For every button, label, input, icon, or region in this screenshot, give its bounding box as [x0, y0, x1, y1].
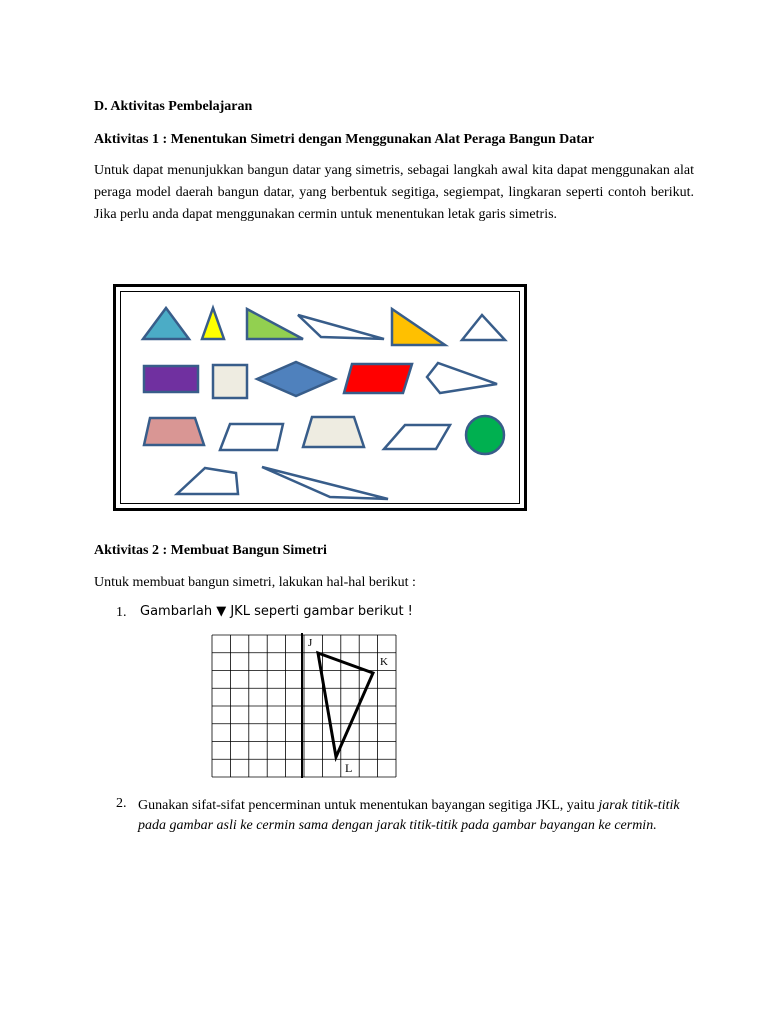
- step2-number: 2.: [116, 796, 127, 811]
- activity1-title: Aktivitas 1 : Menentukan Simetri dengan Menggunakan Alat Peraga Bangun Datar: [94, 132, 595, 147]
- label-j: J: [308, 637, 313, 649]
- quadrilateral-shape: [177, 468, 238, 494]
- grid-figure: [210, 633, 400, 784]
- circle-shape: [466, 416, 504, 454]
- parallelogram-shape: [344, 364, 412, 393]
- isosceles-triangle-shape: [143, 308, 189, 339]
- isosceles-trapezoid-shape: [144, 418, 204, 445]
- rectangle-shape: [144, 366, 198, 392]
- parallelogram-shape: [384, 425, 450, 449]
- label-k: K: [380, 656, 388, 668]
- grid-canvas: [210, 633, 400, 779]
- step2-text: [138, 796, 698, 836]
- section-heading: D. Aktivitas Pembelajaran: [94, 99, 253, 114]
- shapes-canvas: [116, 287, 524, 508]
- step1-text: Gambarlah ▼ JKL seperti gambar berikut !: [140, 604, 413, 619]
- trapezoid-shape: [220, 424, 283, 450]
- step1-number: 1.: [116, 605, 127, 620]
- square-shape: [213, 365, 247, 398]
- label-l: L: [345, 761, 353, 775]
- rhombus-shape: [257, 362, 335, 396]
- step2-plain: Gunakan sifat-sifat pencerminan untuk menentukan bayangan segitiga JKL, yaitu: [138, 798, 599, 813]
- obtuse-triangle-shape: [298, 315, 384, 339]
- isosceles-trapezoid-shape: [303, 417, 364, 447]
- activity2-intro: Untuk membuat bangun simetri, lakukan hal-hal berikut :: [94, 575, 416, 590]
- equilateral-triangle-shape: [462, 315, 505, 340]
- kite-shape: [427, 363, 497, 393]
- narrow-triangle-shape: [202, 308, 224, 339]
- activity2-title: Aktivitas 2 : Membuat Bangun Simetri: [94, 543, 327, 558]
- long-triangle-shape: [262, 467, 388, 499]
- activity1-paragraph: Untuk dapat menunjukkan bangun datar yang simetris, sebagai langkah awal kita dapat menggunakan alat peraga model daerah bangun datar, yang berbentuk segitiga, segiempat, lingkaran seperti contoh berikut. Jika perlu anda dapat menggunakan cermin untuk menentukan letak garis simetris.: [94, 163, 694, 222]
- step2-italic: jarak titik-titik pada gambar asli ke cermin sama dengan jarak titik-titik pada gambar bayangan ke cermin.: [138, 798, 680, 833]
- right-triangle-shape: [392, 309, 445, 345]
- shapes-figure: [113, 284, 527, 511]
- right-triangle-shape: [247, 309, 303, 339]
